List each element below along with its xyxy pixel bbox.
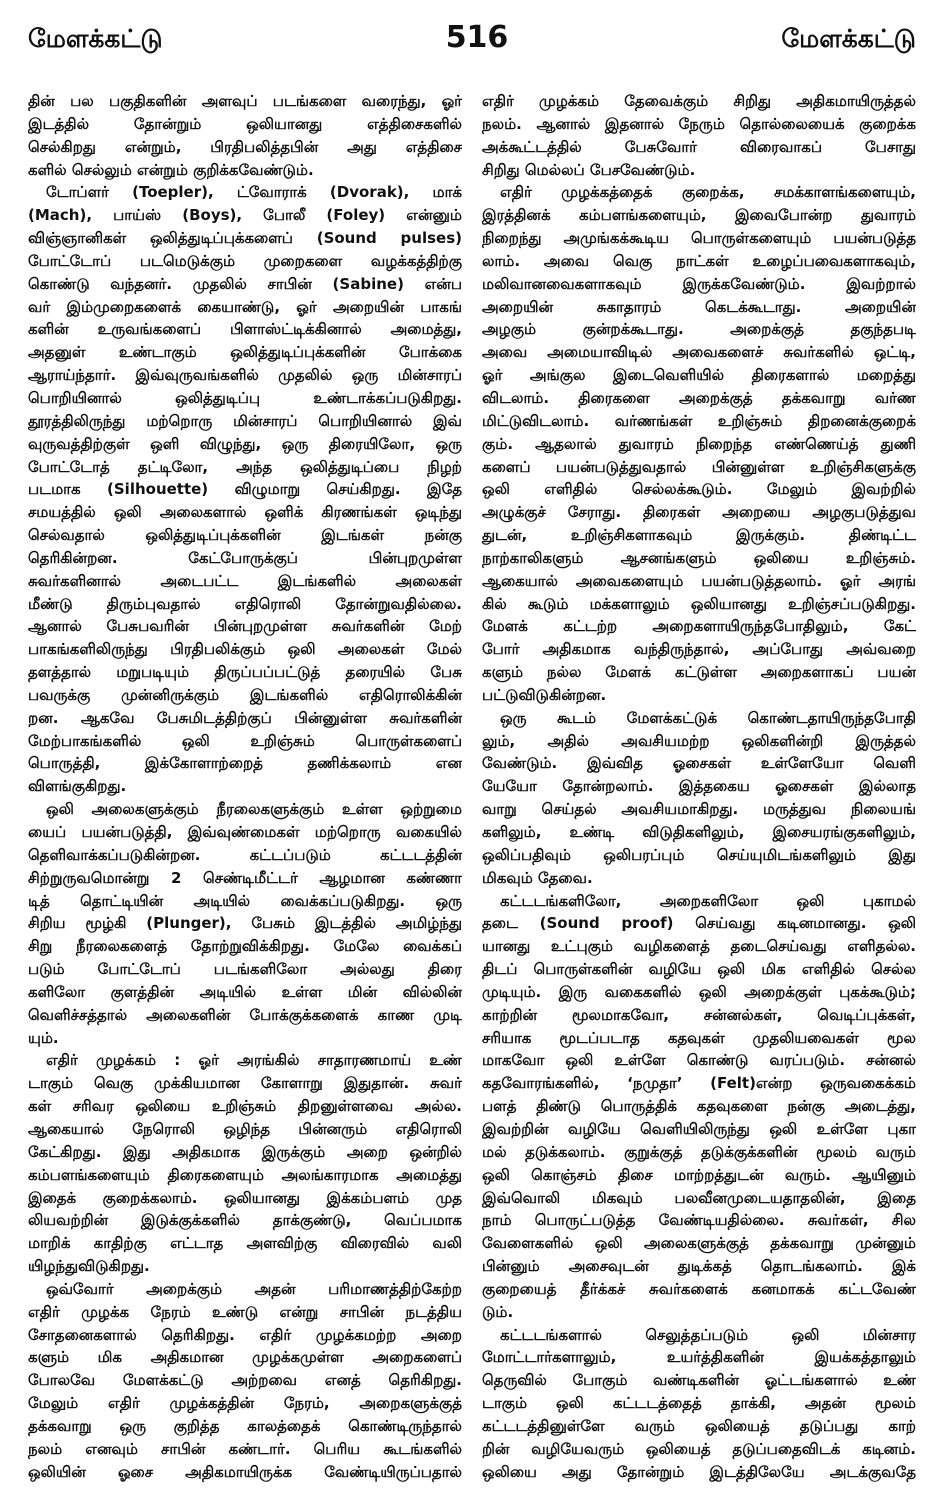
text-line: கொண்டு வந்தனர். முதலில் சாபின் (Sabine) என்ப (28, 274, 462, 293)
text-line: முடியும். இரு வகைகளில் ஒலி அறைக்குள் புகக்கூடும்; (482, 982, 916, 1001)
text-line: ஒலி எளிதில் செல்லக்கூடும். மேலும் இவற்றில் (482, 480, 916, 499)
text-line: காற்றின் மூலமாகவோ, சன்னல்கள், வெடிப்புக்கள், (482, 1005, 916, 1024)
text-line: தக்கவாறு ஒரு குறித்த காலத்தைக் கொண்டிருந்தால் (28, 1416, 462, 1435)
column-right (482, 90, 916, 1483)
text-line: களும் நல்ல மேளக் கட்டுள்ள அறைகளாகப் பயன் (482, 663, 916, 682)
paragraph (28, 798, 462, 1049)
paragraph (28, 90, 462, 181)
text-line: குறையைத் தீர்க்கச் சுவர்களைக் கனமாகக் கட்டவேண் (482, 1279, 916, 1298)
text-line: இதைக் குறைக்கலாம். ஒலியானது இக்கம்பளம் முத (28, 1188, 462, 1207)
text-line: களைப் பயன்படுத்துவதால் பின்னுள்ள உறிஞ்சிகளுக்கு (482, 457, 916, 476)
text-line: மேலும் எதிர் முழக்கத்தின் நேரம், அறைகளுக்குத் (28, 1394, 462, 1413)
text-line: மீண்டு திரும்புவதால் எதிரொலி தோன்றுவதில்லை. (28, 594, 462, 613)
text-line: செல்வதால் ஒலித்துடிப்புக்களின் இடங்கள் நன்கு (28, 526, 462, 545)
text-line: தெளிவாக்கப்படுகின்றன. கட்டப்படும் கட்டடத்தின் (28, 845, 462, 864)
text-line: ஒலியின் ஓசை அதிகமாயிருக்க வேண்டியிருப்பதால் (28, 1462, 462, 1481)
text-line: மாறிக் காதிற்கு எட்டாத அளவிற்கு விரைவில் வலி (28, 1234, 462, 1253)
text-line: ஆராய்ந்தார். இவ்வுருவங்களில் முதலில் ஒரு மின்சாரப் (28, 366, 462, 385)
text-line: மிகவும் தேவை. (482, 868, 593, 887)
text-line: கட்டடங்களால் செலுத்தப்படும் ஒலி மின்சார (500, 1325, 916, 1344)
text-line: சமயத்தில் ஒலி அலைகளால் ஒளிக் கிரணங்கள் ஒடிந்து (28, 503, 462, 522)
paragraph (482, 707, 916, 890)
page-header (0, 0, 940, 80)
text-line: கும். ஆதலால் துவாரம் நிறைந்த எண்ணெய்த் துணி (482, 434, 916, 453)
text-line: விடலாம். திரைகளை அறைக்குத் தக்கவாறு வர்ண (482, 388, 916, 407)
text-line: கம்பளங்களையும் திரைகளையும் அலங்காரமாக அமைத்து (28, 1165, 462, 1184)
text-line: களிலும், உண்டி விடுதிகளிலும், இசையரங்குகளிலும், (482, 823, 916, 841)
text-line: கட்டடத்தினுள்ளே வரும் ஒலியைத் தடுப்பது காற் (482, 1416, 916, 1435)
text-line: மிட்டுவிடலாம். வர்ணங்கள் உறிஞ்சும் திறனைக்குறைக் (482, 411, 916, 430)
text-line: திடப் பொருள்களின் வழியே ஒலி மிக எளிதில் செல்ல (482, 960, 916, 979)
text-line: வர் இம்முறைகளைக் கையாண்டு, ஓர் அறையின் பாகங் (28, 297, 462, 316)
text-line: களின் உருவங்களைப் பிளாஸ்ட்டிக்கினால் அமைத்து, (28, 320, 462, 339)
running-head-left: மேளக்கட்டு (28, 24, 163, 53)
text-line: சிறு நீரலைகளைத் தோற்றுவிக்கிறது. மேலே வைக்கப் (28, 937, 462, 956)
text-line: இவ்வொலி மிகவும் பலவீனமுடையதாதலின், இதை (482, 1188, 916, 1207)
text-line: இவற்றின் வழியே வெளியிலிருந்து ஒலி உள்ளே புகா (482, 1119, 916, 1138)
text-line: படும் போட்டோப் படங்களிலோ அல்லது திரை (28, 960, 462, 979)
text-line: ஆகையால் அவைகளையும் பயன்படுத்தலாம். ஓர் அரங் (482, 571, 916, 590)
text-line: சுவர்களினால் அடைபட்ட இடங்களில் அலைகள் (28, 571, 462, 590)
text-line: தூரத்திலிருந்து மற்றொரு மின்சாரப் பொறியினால் இவ் (28, 411, 462, 430)
text-line: மோட்டார்களாலும், உயர்த்திகளின் இயக்கத்தாலும் (482, 1348, 916, 1367)
text-line: அறையின் சுகாதாரம் கெடக்கூடாது. அறையின் (482, 297, 916, 316)
text-line: போலவே மேளக்கட்டு அற்றவை எனத் தெரிகிறது. (28, 1371, 462, 1390)
column-left (28, 90, 462, 1483)
text-line: போர் அதிகமாக வந்திருந்தால், அப்போது அவ்வறை (482, 640, 916, 659)
text-line: ஒலிப்பதிவும் ஒலிபரப்பும் செய்யுமிடங்களிலும் இது (482, 845, 916, 864)
text-line: விஞ்ஞானிகள் ஒலித்துடிப்புக்களைப் (Sound pulses) (28, 229, 462, 248)
text-line: சிற்றுருவமொன்று 2 செண்டிமீட்டர் ஆழமான கண்ணா (28, 868, 462, 887)
text-line: கில் கூடும் மக்களாலும் ஒலியானது உறிஞ்சப்படுகிறது. (482, 594, 916, 613)
text-line: நிறைந்து அமுங்கக்கூடிய பொருள்களையும் பயன்படுத்த (482, 229, 916, 248)
page-number: 516 (445, 20, 509, 55)
text-line: கேட்கிறது. இது அதிகமாக இருக்கும் அறை ஒன்றில் (28, 1142, 462, 1161)
text-line: டித் தொட்டியின் அடியில் வைக்கப்படுகிறது. ஒரு (28, 891, 462, 910)
text-line: டும். (482, 1302, 514, 1321)
running-head-right: மேளக்கட்டு (781, 24, 916, 53)
text-line: வெளிச்சத்தால் அலைகளின் போக்குக்களைக் காண முடி (28, 1005, 462, 1024)
text-line: டோப்ளர் (Toepler), ட்வோராக் (Dvorak), மாக் (46, 183, 462, 202)
text-line: நலம். ஆனால் இதனால் நேரும் தொல்லையைக் குறைக்க (482, 114, 916, 133)
text-line: ஓர் அங்குல இடைவெளியில் திரைகளால் மறைத்து (482, 366, 916, 385)
text-line: தின் பல பகுதிகளின் அளவுப் படங்களை வரைந்து, ஓர் (28, 92, 462, 110)
text-line: மலிவானவைகளாகவும் இருக்கவேண்டும். இவற்றால் (482, 274, 916, 293)
paragraph (482, 1324, 916, 1484)
text-line: துடன், உறிஞ்சிகளாகவும் இருக்கும். திண்டிட்ட (482, 526, 916, 545)
text-line: எதிர் முழக்கம் தேவைக்கும் சிறிது அதிகமாயிருத்தல் (482, 92, 916, 110)
text-line: ஒலி கொஞ்சம் திசை மாற்றத்துடன் வரும். ஆயினும் (482, 1165, 916, 1184)
text-line: டாகும் வெகு முக்கியமான கோளாறு இதுதான். சுவர் (28, 1074, 462, 1093)
text-line: போட்டோப் படமெடுக்கும் முறைகளை வழக்கத்திற்கு (28, 251, 462, 270)
text-line: சோதனைகளால் தெரிகிறது. எதிர் முழக்கமற்ற அறை (28, 1325, 462, 1344)
text-line: அக்கூட்டத்தில் பேசுவோர் விரைவாகப் பேசாது (482, 137, 916, 156)
text-line: ஆகையால் நேரொலி ஒழிந்த பின்னரும் எதிரொலி (28, 1119, 462, 1138)
text-line: மேளக் கட்டற்ற அறைகளாயிருந்தபோதிலும், கேட் (482, 617, 916, 636)
text-line: நாற்காலிகளும் ஆசனங்களும் ஒலியை உறிஞ்சும். (482, 548, 916, 567)
text-line: பொருத்தி, இக்கோளாற்றைத் தணிக்கலாம் என (28, 754, 462, 773)
text-line: போட்டோத் தட்டிலோ, அந்த ஒலித்துடிப்பை நிழற் (28, 457, 462, 476)
text-line: றன. ஆகவே பேசுமிடத்திற்குப் பின்னுள்ள சுவர்களின் (28, 708, 462, 727)
text-line: எதிர் முழக்கம் : ஓர் அரங்கில் சாதாரணமாய் உண் (46, 1051, 462, 1070)
text-line: பட்டுவிடுகின்றன. (482, 685, 607, 704)
text-line: பொறியினால் ஒலித்துடிப்பு உண்டாக்கப்படுகிறது. (28, 388, 462, 407)
paragraph (28, 1278, 462, 1484)
text-line: களும் மிக அதிகமான முழக்கமுள்ள அறைகளைப் (28, 1348, 462, 1367)
text-line: கள் சரிவர ஒலியை உறிஞ்சும் திறனுள்ளவை அல்ல. (28, 1097, 462, 1116)
text-line: எதிர் முழக்கத்தைக் குறைக்க, சமக்காளங்களையும், (500, 183, 916, 202)
text-line: யிழந்துவிடுகிறது. (28, 1257, 150, 1276)
text-line: யைப் பயன்படுத்தி, இவ்வுண்மைகள் மற்றொரு வகையில் (28, 823, 462, 841)
text-line: றின் வழியேவரும் ஒலியைத் தடுப்பதைவிடக் கடினம். (482, 1439, 916, 1458)
text-line: ஆனால் பேசுபவரின் பின்புறமுள்ள சுவர்களின் மேற் (28, 617, 462, 636)
text-line: பவருக்கு முன்னிருக்கும் இடங்களில் எதிரொலிக்கின் (28, 685, 462, 704)
paragraph (482, 890, 916, 1324)
text-line: சிறிது மெல்லப் பேசவேண்டும். (482, 160, 696, 179)
text-line: வாறு செய்தல் அவசியமாகிறது. மருத்துவ நிலையங் (482, 800, 916, 819)
text-line: (Mach), பாய்ஸ் (Boys), போலீ (Foley) என்னும் (28, 206, 462, 225)
text-line: களில் செல்லும் என்றும் குறிக்கவேண்டும். (28, 160, 314, 179)
text-line: சரியாக மூடப்படாத கதவுகள் முதலியவைகள் மூல (482, 1028, 916, 1047)
paragraph (28, 1049, 462, 1277)
text-line: ஒலியை அது தோன்றும் இடத்திலேயே அடக்குவதே (482, 1462, 916, 1481)
paragraph (482, 181, 916, 706)
text-line: தளத்தால் மறுபடியும் திருப்பப்பட்டுத் தரையில் பேசு (28, 663, 462, 682)
text-line: வேளைகளில் ஒலி அலைகளுக்குத் தக்கவாறு முன்னும் (482, 1234, 916, 1253)
text-line: அழகும் குன்றக்கூடாது. அறைக்குத் தகுந்தபடி (482, 320, 916, 339)
text-line: நாம் பொருட்படுத்த வேண்டியதில்லை. சுவர்கள், சில (482, 1211, 916, 1230)
text-line: மேற்பாகங்களில் ஒலி உறிஞ்சும் பொருள்களைப் (28, 731, 462, 750)
text-line: மல் தடுக்கலாம். குறுக்குத் தடுக்குக்களின் மூலம் வரும் (482, 1142, 916, 1161)
text-line: தடை (Sound proof) செய்வது கடினமானது. ஒலி (482, 914, 916, 933)
text-line: வுருவத்திற்குள் ஒளி விழுந்து, ஒரு திரையிலோ, ஒரு (28, 434, 462, 453)
text-line: செல்கிறது என்றும், பிரதிபலித்தபின் அது எத்திசை (28, 137, 462, 156)
text-line: சிறிய மூழ்கி (Plunger), பேசும் இடத்தில் அமிழ்ந்து (28, 914, 462, 933)
text-line: நலம் எனவும் சாபின் கண்டார். பெரிய கூடங்களில் (28, 1439, 462, 1458)
text-line: பாகங்களிலிருந்து பிரதிபலிக்கும் ஒலி அலைகள் மேல் (28, 640, 462, 659)
text-line: வேண்டும். இவ்வித ஓசைகள் உள்ளேயோ வெளி (482, 754, 916, 773)
text-line: விளங்குகிறது. (28, 777, 127, 796)
text-line: எதிர் முழக்க நேரம் உண்டு என்று சாபின் நடத்திய (28, 1302, 462, 1321)
text-line: யும். (28, 1028, 59, 1047)
text-line: ஒரு கூடம் மேளக்கட்டுக் கொண்டதாயிருந்தபோதி (500, 708, 916, 727)
text-line: பின்னும் அசைவுடன் துடிக்கத் தொடங்கலாம். இக் (482, 1257, 916, 1276)
paragraph (482, 90, 916, 181)
text-line: லியவற்றின் இடுக்குக்களில் தாக்குண்டு, வெப்பமாக (28, 1211, 462, 1230)
text-line: அவை அமையாவிடில் அவைகளைச் சுவர்களில் ஒட்டி, (482, 343, 916, 362)
text-line: களிலோ குளத்தின் அடியில் உள்ள மின் வில்லின் (28, 982, 462, 1001)
text-line: அழுக்குச் சேராது. திரைகள் அறையை அழகுபடுத்துவ (482, 503, 916, 522)
text-line: அதனுள் உண்டாகும் ஒலித்துடிப்புக்களின் போக்கை (28, 343, 462, 362)
text-line: யேயோ தோன்றலாம். இத்தகைய ஓசைகள் இல்லாத (482, 777, 916, 796)
text-line: யானது உட்புகும் வழிகளைத் தடைசெய்வது எளிதல்ல. (482, 937, 916, 956)
text-line: லும், அதில் அவசியமற்ற ஒலிகளின்றி இருத்தல் (482, 731, 916, 750)
text-line: டாகும் ஒலி கட்டடத்தைத் தாக்கி, அதன் மூலம் (482, 1394, 916, 1413)
text-line: லாம். அவை வெகு நாட்கள் உழைப்பவைகளாகவும், (482, 251, 916, 270)
text-line: கதவோரங்களில், ‘நமுதா’ (Felt)என்ற ஒருவகைக்கம் (482, 1074, 916, 1093)
text-line: ஒவ்வோர் அறைக்கும் அதன் பரிமாணத்திற்கேற்ற (46, 1279, 462, 1298)
text-line: படமாக (Silhouette) விழுமாறு செய்கிறது. இதே (28, 480, 462, 499)
text-line: இடத்தில் தோன்றும் ஒலியானது எத்திசைகளில் (28, 114, 462, 133)
text-line: தெருவில் போகும் வண்டிகளின் ஓட்டங்களால் உண் (482, 1371, 916, 1390)
paragraph (28, 181, 462, 798)
text-line: கட்டடங்களிலோ, அறைகளிலோ ஒலி புகாமல் (500, 891, 916, 910)
text-line: இரத்தினக் கம்பளங்களையும், இவைபோன்ற துவாரம் (482, 206, 916, 225)
text-line: தெரிகின்றன. கேட்போருக்குப் பின்புறமுள்ள (28, 548, 462, 567)
text-line: ஒலி அலைகளுக்கும் நீரலைகளுக்கும் உள்ள ஒற்றுமை (46, 800, 462, 819)
text-line: மாகவோ ஒலி உள்ளே கொண்டு வரப்படும். சன்னல் (482, 1051, 916, 1070)
text-line: பளத் திண்டு பொருத்திக் கதவுகளை நன்கு அடைத்து, (482, 1097, 916, 1116)
